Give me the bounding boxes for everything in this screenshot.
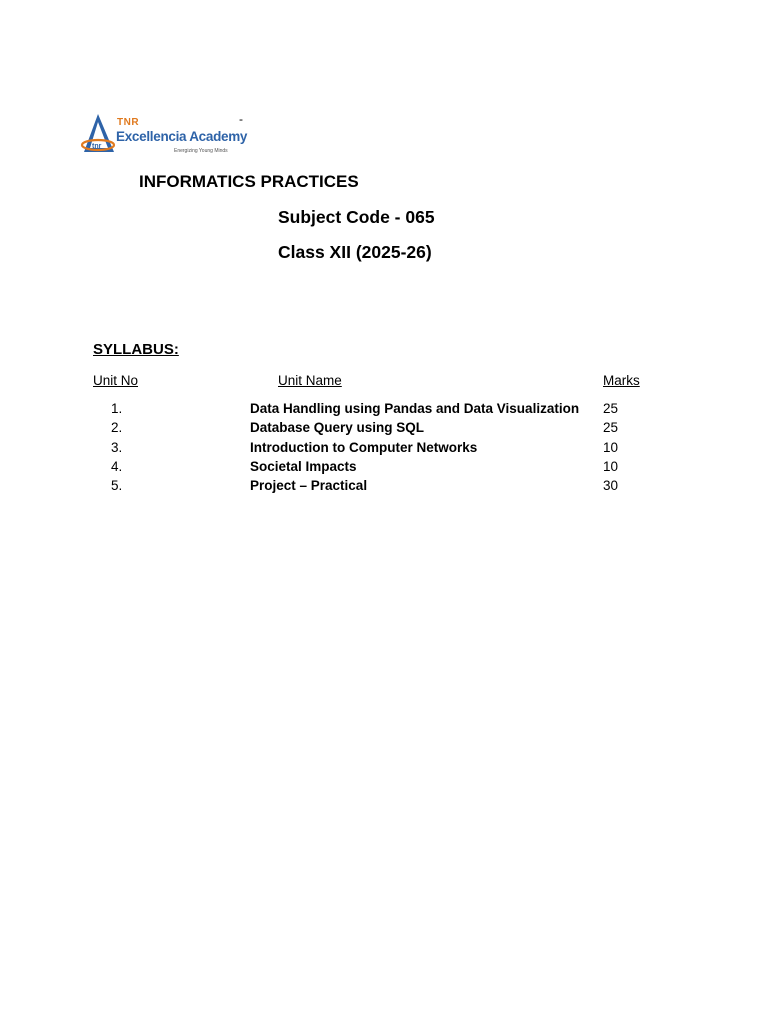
unit-marks: 25	[603, 401, 619, 416]
table-row	[0, 478, 768, 497]
logo-emblem-icon	[80, 112, 120, 160]
unit-no: 3.	[111, 439, 123, 455]
unit-marks: 10	[603, 439, 619, 455]
unit-name: Project – Practical	[250, 478, 368, 494]
unit-no: 5.	[111, 478, 123, 494]
unit-name: Societal Impacts	[250, 458, 357, 474]
column-header-marks: Marks	[603, 373, 640, 388]
academy-logo	[80, 112, 248, 160]
column-header-unit-name: Unit Name	[278, 373, 342, 388]
table-row	[0, 440, 768, 459]
logo-tagline-text: Energizing Young Minds	[174, 148, 228, 154]
svg-text:tnr: tnr	[92, 143, 102, 150]
class-line: Class XII (2025-26)	[278, 242, 432, 262]
unit-no: 4.	[111, 458, 123, 474]
subject-code: Subject Code - 065	[278, 207, 435, 227]
unit-marks: 10	[603, 458, 619, 474]
logo-name-text: Excellencia Academy	[116, 129, 248, 144]
unit-name: Data Handling using Pandas and Data Visualization	[250, 401, 580, 416]
header-dash: -	[239, 112, 243, 126]
table-row	[0, 420, 768, 439]
page-title: INFORMATICS PRACTICES	[139, 172, 359, 191]
syllabus-heading: SYLLABUS:	[93, 341, 179, 358]
table-row	[0, 401, 768, 420]
unit-marks: 25	[603, 420, 619, 436]
column-header-unit-no: Unit No	[93, 373, 139, 388]
unit-name: Database Query using SQL	[250, 420, 425, 436]
table-row	[0, 459, 768, 478]
unit-no: 1.	[111, 401, 123, 416]
unit-no: 2.	[111, 420, 123, 436]
syllabus-table	[0, 401, 768, 497]
logo-brand-text: TNR	[117, 117, 140, 128]
unit-name: Introduction to Computer Networks	[250, 439, 478, 455]
unit-marks: 30	[603, 478, 619, 494]
